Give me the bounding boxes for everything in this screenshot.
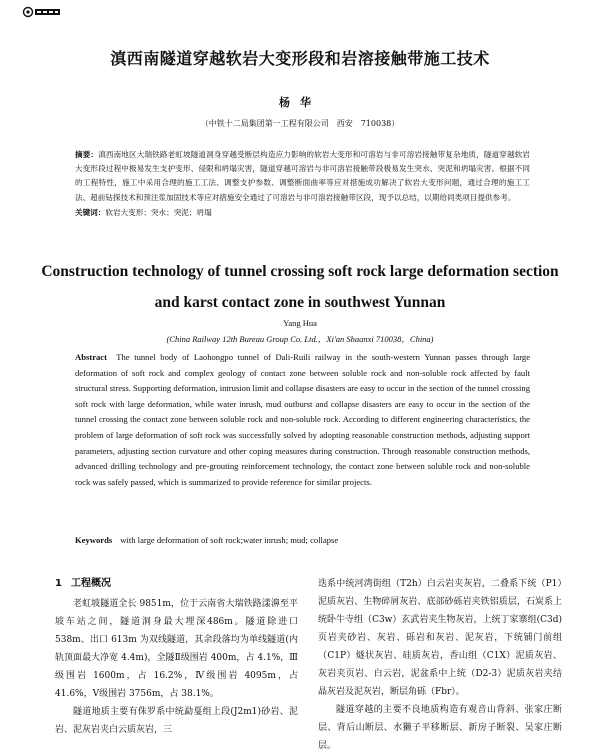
- body-paragraph: 隧道穿越的主要不良地质构造有观音山背斜、张家庄断层、背后山断层、水獭子平移断层、新房子断裂、吴家庄断层。: [318, 705, 562, 751]
- section-number: 1: [55, 578, 62, 589]
- keywords-text-en: with large deformation of soft rock;water inrush; mud; collapse: [120, 535, 339, 545]
- affiliation-en: (China Railway 12th Bureau Group Co. Ltd.，Xi'an Shaanxi 710038，China): [166, 334, 434, 344]
- abstract-label-en: Abstract: [75, 352, 107, 362]
- paper-title-en-line2: and karst contact zone in southwest Yunnan: [154, 294, 446, 311]
- abstract-cn: [75, 148, 530, 220]
- paper-title-cn: 滇西南隧道穿越软岩大变形段和岩溶接触带施工技术: [110, 49, 490, 68]
- keywords-text-cn: 软岩大变形；突水；突泥；坍塌: [105, 207, 212, 217]
- abstract-label-cn: 摘要：: [75, 150, 99, 159]
- body-paragraph: 老虹坡隧道全长 9851m，位于云南省大瑞铁路漾濞至平坡车站之间，隧道洞身最大埋深486m。隧道除进口 538m、出口 613m 为双线隧道，其余段落均为单线隧道(内轨顶面最大净宽 4.4m)，全隧Ⅱ级围岩 400m，占 4.1%，Ⅲ级围岩 1600m，占 16.2%，Ⅳ级围岩 4095m，占 41.6%，Ⅴ级围岩 3756m，占 38.1%。: [55, 599, 298, 699]
- author-en: Yang Hua: [283, 318, 317, 328]
- section-title: 工程概况: [70, 578, 111, 589]
- keywords-cn: [75, 206, 530, 220]
- body-paragraph: 隧道地质主要有侏罗系中统勐戛组上段(J2m1)砂岩、泥岩、泥灰岩夹白云质灰岩，三: [55, 707, 298, 735]
- section-heading: [55, 575, 298, 593]
- body-column-left: [55, 575, 298, 739]
- abstract-text-en: The tunnel body of Laohongpo tunnel of Dali-Ruili railway in the south-western Yunnan passes through large deformation of soft rock and complex geology of contact zone between soluble rock and non-soluble rock affected by fault structural stress. Supporting deformation, intrusion limit and collapse disasters are easy to occur in the section of the tunnel crossing soft rock with large deformation, while water inrush, mud outburst and collapse disasters are easy to occur in the section of the tunnel crossing the contact zone between soluble rock and non-soluble rock. According to different engineering characteristics, the problem of large deformation of soft rock was successfully solved by adopting reasonable construction methods, adjusting support parameters, adjusting section curvature and other coping measures during construction. Through reasonable construction methods, advanced drilling technology and pre-grouting reinforcement technology, the contact zone between soluble rock and non-soluble rock was safely passed, which is summarized to provide reference for similar projects.: [75, 352, 531, 487]
- body-paragraph: 迭系中统河湾街组（T2h）白云岩夹灰岩，二叠系下统（P1）泥质灰岩、生物碎屑灰岩、底部砂砾岩夹铁铝质层，石炭系上统卧牛寺组（C3w）玄武岩夹生物灰岩，上统丁家寨组(C3d)页岩夹砂岩、灰岩、砾岩和灰岩、泥灰岩，下统铺门前组（C1P）燧状灰岩、硅质灰岩，香山组（C1X）泥质灰岩、灰岩夹页岩、白云岩，泥盆系中上统（D2-3）泥质灰岩夹结晶灰岩及泥灰岩，断层角砾（Fbr）。: [318, 579, 562, 697]
- paper-title-en-line1: Construction technology of tunnel crossing soft rock large deformation section: [41, 263, 559, 280]
- author-cn: 杨华: [279, 96, 321, 109]
- keywords-label-en: Keywords: [75, 535, 113, 545]
- journal-logo-icon: [22, 6, 62, 18]
- keywords-en: [75, 535, 530, 545]
- body-column-right: [318, 575, 562, 755]
- abstract-text-cn: 滇西南地区大瑞铁路老虹坡隧道洞身穿越受断层构造应力影响的软岩大变形和可溶岩与非可溶岩接触带复杂地质，隧道穿越软岩大变形段过程中极易发生支护变形、侵限和坍塌灾害，隧道穿越可溶岩与非可溶岩接触带段极易发生突水、突泥和坍塌灾害。根据不同的工程特性，施工中采用合理的施工工法、调整支护参数、调整断面曲率等应对措施成功解决了软岩大变形问题，通过合理的施工工法、超前钻探技术和预注浆加固技术等应对措施安全通过了可溶岩与非可溶岩接触带区段，现予以总结，以期给同类项目提供参考。: [75, 150, 531, 202]
- abstract-en: [75, 350, 530, 490]
- affiliation-cn: （中铁十二局集团第一工程有限公司 西安 710038）: [200, 119, 400, 128]
- keywords-label-cn: 关键词：: [75, 207, 106, 217]
